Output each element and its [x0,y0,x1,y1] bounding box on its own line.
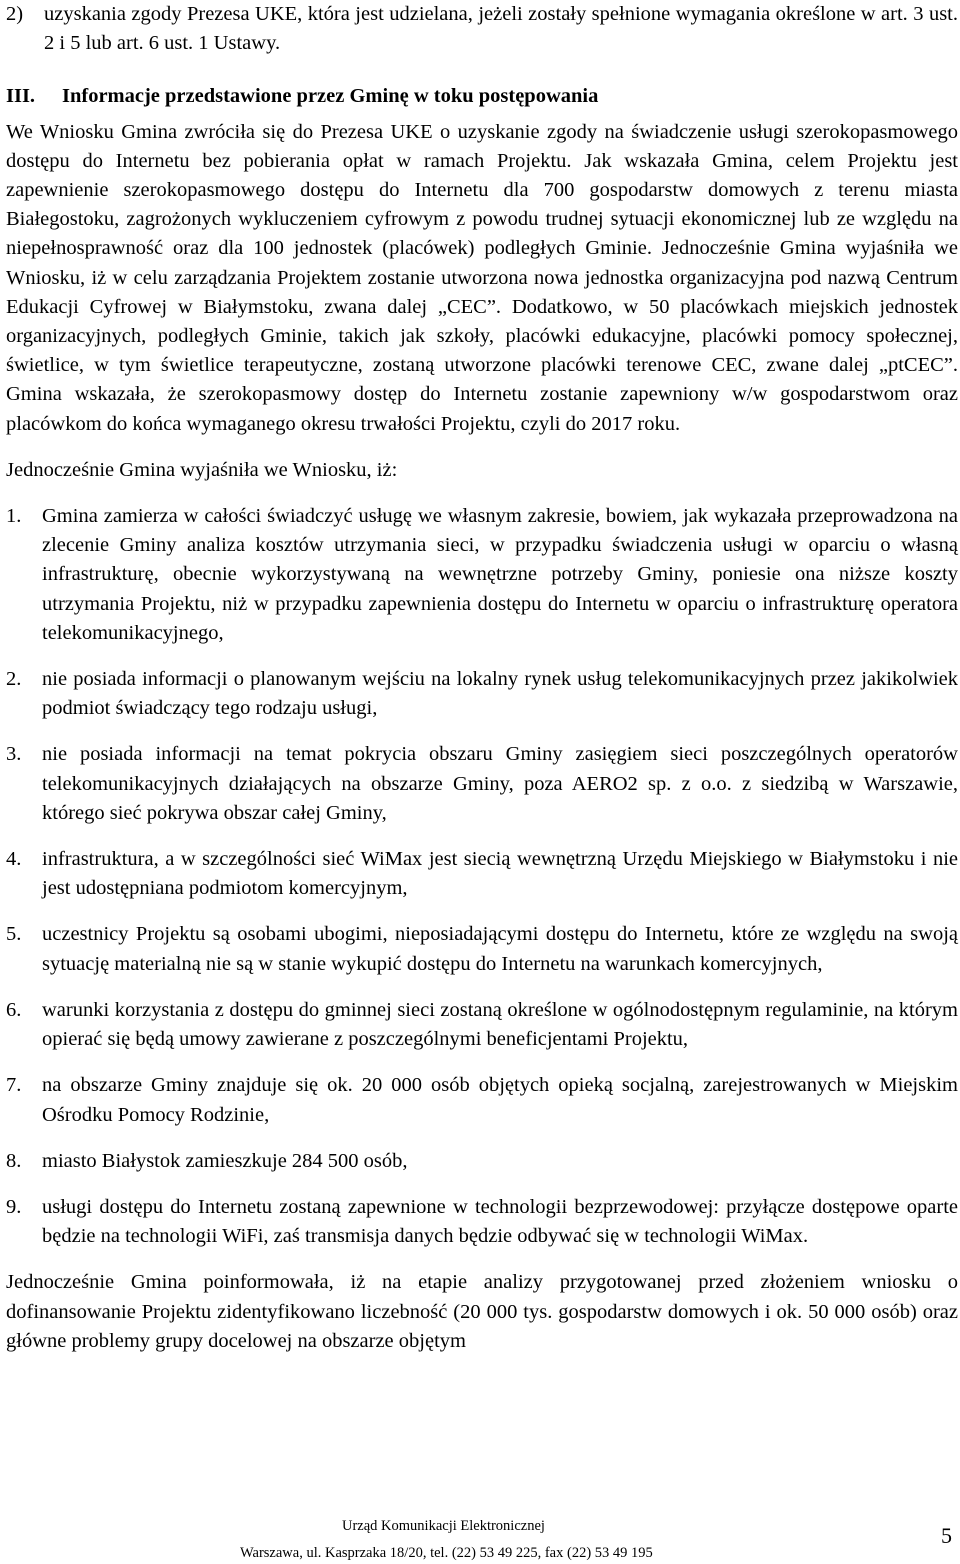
list-item-text: nie posiada informacji na temat pokrycia obszaru Gminy zasięgiem sieci poszczególnych operatorów telekomunikacyjnych działających na obszarze Gminy, poza AERO2 sp. z o.o. z siedzibą w Warszawie, którego sieć pokrywa obszar całej Gminy, [42,743,958,824]
intro-item-text: uzyskania zgody Prezesa UKE, która jest udzielana, jeżeli zostały spełnione wymagania określone w art. 3 ust. 2 i 5 lub art. 6 ust. 1 Ustawy. [44,3,958,55]
footer-address: Warszawa, ul. Kasprzaka 18/20, tel. (22) 53 49 225, fax (22) 53 49 195 [240,1545,653,1561]
list-item-text: uczestnicy Projektu są osobami ubogimi, nieposiadającymi dostępu do Internetu, które ze względu na swoją sytuację materialną nie są w stanie wykupić dostępu do Internetu na warunkach komercyjnych, [42,923,958,975]
list-item-number: 7. [6,1074,22,1097]
explanation-list [6,502,958,1251]
paragraph-main: We Wniosku Gmina zwróciła się do Prezesa UKE o uzyskanie zgody na świadczenie usługi szerokopasmowego dostępu do Internetu bez pobierania opłat w ramach Projektu. Jak wskazała Gmina, celem Projektu jest zapewnienie szerokopasmowego dostępu do Internetu dla 700 gospodarstw domowych z terenu miasta Białegostoku, zagrożonych wykluczeniem cyfrowym z powodu trudnej sytuacji ekonomicznej lub ze względu na niepełnosprawność oraz dla 100 jednostek (placówek) podległych Gminie. Jednocześnie Gmina wyjaśniła we Wniosku, iż w celu zarządzania Projektem zostanie utworzona nowa jednostka organizacyjna pod nazwą Centrum Edukacji Cyfrowej w Białymstoku, zwana dalej „CEC”. Dodatkowo, w 50 placówkach miejskich jednostek organizacyjnych, podległych Gminie, takich jak szkoły, placówki edukacyjne, placówki pomocy społecznej, świetlice, w tym świetlice terapeutyczne, zostaną utworzone placówki terenowe CEC, zwane dalej „ptCEC”. Gmina wskazała, że szerokopasmowy dostęp do Internetu zostanie zapewniony w/w gospodarstwom oraz placówkom do końca wymaganego okresu trwałości Projektu, czyli do 2017 roku. [6,120,958,435]
list-item [6,996,958,1054]
list-item-number: 1. [6,505,22,528]
list-item [6,1071,958,1129]
document-page [6,0,958,1356]
list-item [6,740,958,828]
list-item-text: nie posiada informacji o planowanym wejściu na lokalny rynek usług telekomunikacyjnych przez jakikolwiek podmiot świadczący tego rodzaju usługi, [42,668,958,720]
list-item-text: na obszarze Gminy znajduje się ok. 20 000 osób objętych opieką socjalną, zarejestrowanych w Miejskim Ośrodku Pomocy Rodzinie, [42,1074,958,1126]
list-item-number: 3. [6,743,22,766]
list-item [6,920,958,978]
list-item-number: 4. [6,848,22,871]
paragraph-intro-list: Jednocześnie Gmina wyjaśniła we Wniosku, iż: [6,458,398,481]
list-item-text: warunki korzystania z dostępu do gminnej sieci zostaną określone w ogólnodostępnym regulaminie, na którym opierać się będą umowy zawierane z poszczególnymi beneficjentami Projektu, [42,998,958,1051]
list-item [6,1147,958,1176]
list-item-text: miasto Białystok zamieszkuje 284 500 osób, [42,1149,408,1172]
section-number: III. [6,85,36,108]
footer-office-name: Urząd Komunikacji Elektronicznej [342,1518,545,1534]
page-number: 5 [941,1523,952,1548]
list-item [6,665,958,723]
list-item-number: 8. [6,1149,22,1172]
list-item-text: usługi dostępu do Internetu zostaną zapewnione w technologii bezprzewodowej: przyłącze dostępowe oparte będzie na technologii WiFi, zaś transmisja danych będzie odbywać się w technologii WiMax. [42,1195,958,1248]
list-item-number: 6. [6,998,22,1021]
list-item-text: Gmina zamierza w całości świadczyć usługę we własnym zakresie, bowiem, jak wykazała przeprowadzona na zlecenie Gminy analiza kosztów utrzymania sieci, w przypadku świadczenia usługi w oparciu o własną infrastrukturę, obecnie wykorzystywaną na wewnętrzne potrzeby Gminy, poniesie ona niższe koszty utrzymania Projektu, niż w przypadku zapewnienia dostępu do Internetu w oparciu o infrastrukturę operatora telekomunikacyjnego, [42,505,958,644]
section-heading [6,82,958,111]
list-item-number: 2. [6,668,22,691]
paragraph-closing: Jednocześnie Gmina poinformowała, iż na etapie analizy przygotowanej przed złożeniem wniosku o dofinansowanie Projektu zidentyfikowano liczebność (20 000 tys. gospodarstw domowych i ok. 50 000 osób) oraz główne problemy grupy docelowej na obszarze objętym [6,1271,958,1352]
list-item [6,845,958,903]
intro-item-number: 2) [6,3,24,25]
section-title: Informacje przedstawione przez Gminę w toku postępowania [62,85,599,108]
intro-list-item [6,0,958,58]
list-item-number: 9. [6,1195,22,1218]
list-item-number: 5. [6,923,22,946]
list-item-text: infrastruktura, a w szczególności sieć WiMax jest siecią wewnętrzną Urzędu Miejskiego w Białymstoku i nie jest udostępniana podmiotom komercyjnym, [42,848,958,900]
list-item [6,1193,958,1251]
list-item [6,502,958,648]
